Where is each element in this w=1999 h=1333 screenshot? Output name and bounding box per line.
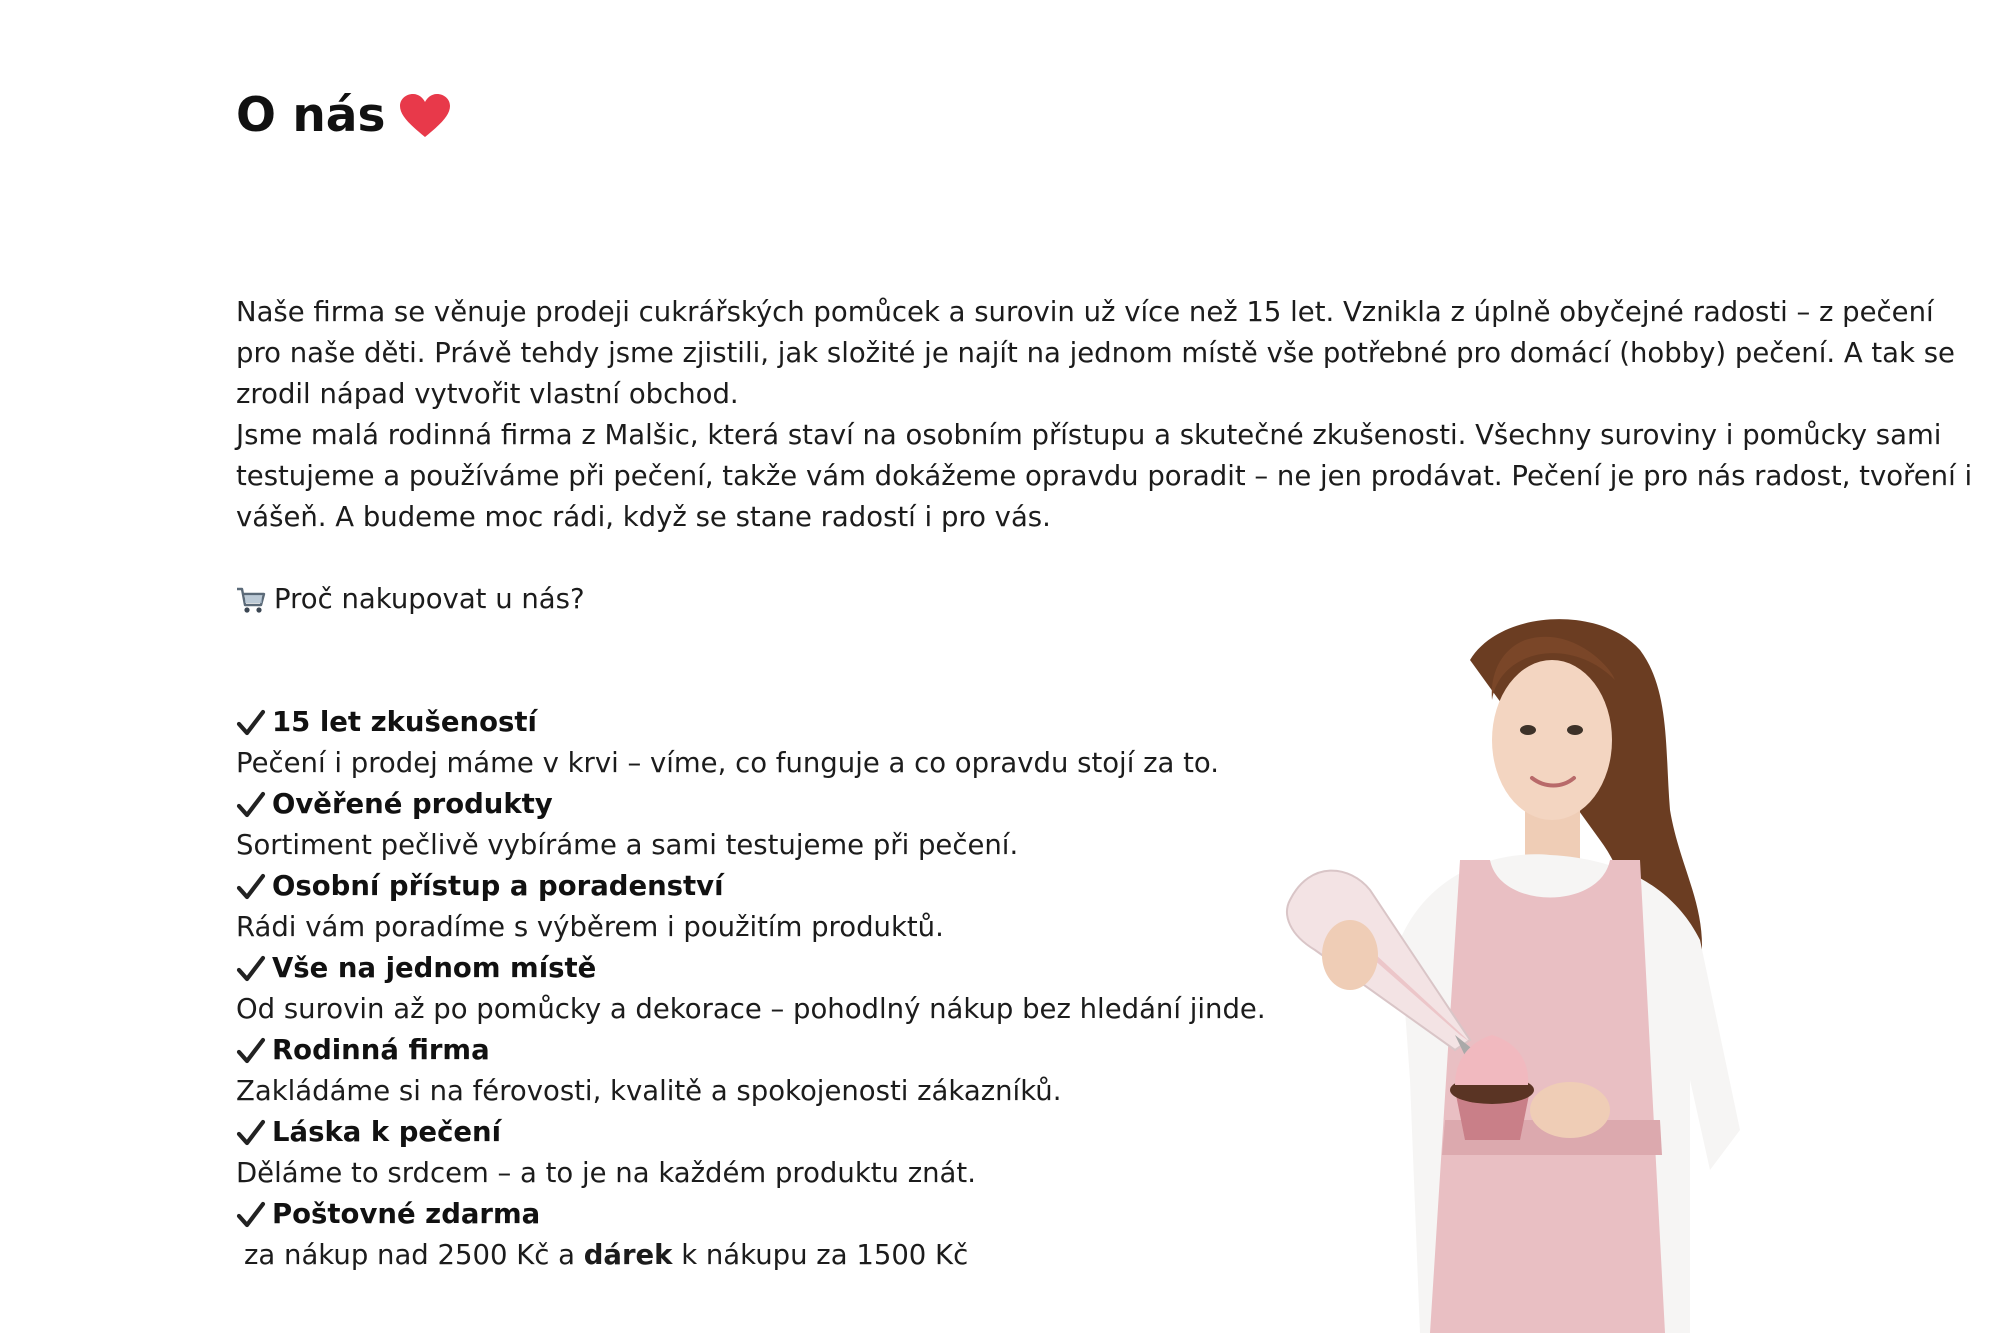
feature-title: Láska k pečení [272, 1116, 502, 1148]
feature-title-row [236, 702, 1336, 743]
intro-paragraph-1: Naše firma se věnuje prodeji cukrářských pomůcek a surovin už více než 15 let. Vznikla z úplně obyčejné radosti – z pečení pro naše děti. Právě tehdy jsme zjistili, jak složité je najít na jednom místě vše potřebné pro domácí (hobby) pečení. A tak se zrodil nápad vytvořit vlastní obchod. [236, 296, 1955, 410]
feature-description: Sortiment pečlivě vybíráme a sami testujeme při pečení. [236, 829, 1019, 861]
feature-title: Ověřené produkty [272, 788, 553, 820]
page-title-text: O nás [236, 88, 386, 143]
check-icon [236, 790, 266, 820]
feature-item [236, 1194, 1336, 1276]
feature-item [236, 702, 1336, 784]
feature-title-row [236, 784, 1336, 825]
feature-title: Rodinná firma [272, 1034, 490, 1066]
feature-title: Poštovné zdarma [272, 1198, 541, 1230]
feature-title: Osobní přístup a poradenství [272, 870, 724, 902]
feature-list [236, 702, 1336, 1276]
check-icon [236, 708, 266, 738]
why-heading-text: Proč nakupovat u nás? [274, 583, 585, 615]
feature-description: Pečení i prodej máme v krvi – víme, co funguje a co opravdu stojí za to. [236, 747, 1219, 779]
shipping-text-before: za nákup nad 2500 Kč a [244, 1239, 584, 1271]
feature-title: Vše na jednom místě [272, 952, 597, 984]
feature-title-row [236, 1030, 1336, 1071]
feature-item [236, 784, 1336, 866]
shopping-cart-icon [236, 586, 266, 614]
feature-description: Rádi vám poradíme s výběrem i použitím produktů. [236, 911, 944, 943]
baker-photo [1270, 610, 1810, 1333]
shipping-description [236, 1235, 1336, 1276]
feature-title: 15 let zkušeností [272, 706, 537, 738]
check-icon [236, 954, 266, 984]
check-icon [236, 1118, 266, 1148]
intro-paragraph-2: Jsme malá rodinná firma z Malšic, která staví na osobním přístupu a skutečné zkušenosti. Všechny suroviny i pomůcky sami testujeme a používáme při pečení, takže vám dokážeme opravdu poradit – ne jen prodávat. Pečení je pro nás radost, tvoření i vášeň. A budeme moc rádi, když se stane radostí i pro vás. [236, 419, 1973, 533]
feature-title-row [236, 1112, 1336, 1153]
check-icon [236, 1200, 266, 1230]
feature-item [236, 1112, 1336, 1194]
check-icon [236, 872, 266, 902]
shipping-text-after: k nákupu za 1500 Kč [672, 1239, 969, 1271]
shipping-gift-bold: dárek [583, 1239, 673, 1271]
feature-description: Zakládáme si na férovosti, kvalitě a spokojenosti zákazníků. [236, 1075, 1062, 1107]
feature-description: Od surovin až po pomůcky a dekorace – pohodlný nákup bez hledání jinde. [236, 993, 1266, 1025]
feature-title-row [236, 948, 1336, 989]
feature-title-row [236, 1194, 1336, 1235]
check-icon [236, 1036, 266, 1066]
intro-text [236, 292, 1981, 538]
why-heading [236, 579, 585, 620]
feature-item [236, 866, 1336, 948]
feature-title-row [236, 866, 1336, 907]
feature-item [236, 1030, 1336, 1112]
heart-icon [399, 93, 451, 139]
feature-description: Děláme to srdcem – a to je na každém produktu znát. [236, 1157, 976, 1189]
page-title [236, 88, 451, 143]
feature-item [236, 948, 1336, 1030]
